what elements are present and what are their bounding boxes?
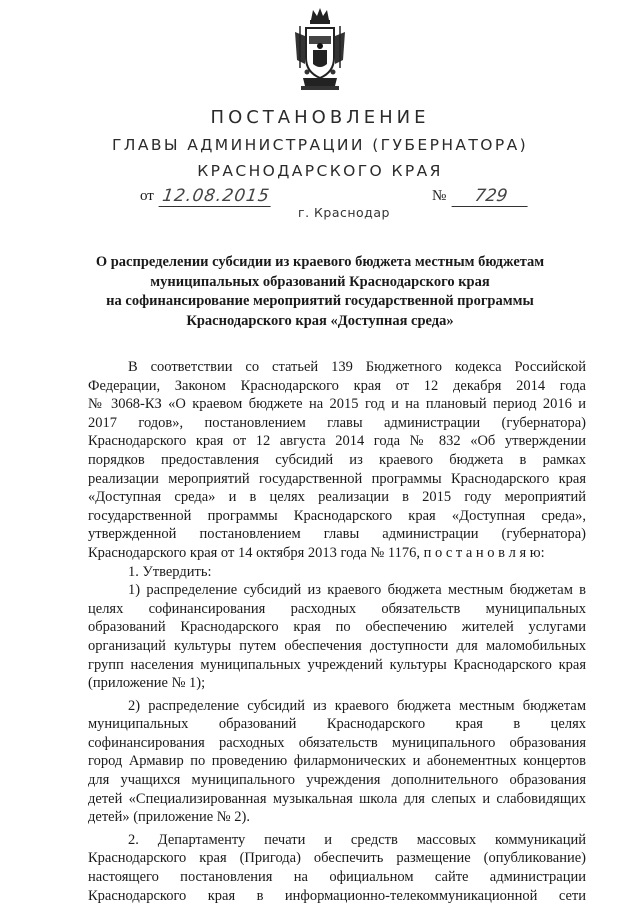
item-1-2-line: детей» (приложение № 2).	[88, 809, 250, 826]
item-1-2-line: детей «Специализированная музыкальная школа для слепых и слабовидящих	[88, 790, 586, 807]
item-1-1-line: групп населения муниципальных учреждений культуры Краснодарского края	[88, 656, 586, 673]
document-heading	[90, 253, 550, 331]
item-1-2-line: 2) распределение субсидий из краевого бюджета местным бюджетам	[128, 697, 586, 714]
item-1-1-line: (приложение № 1);	[88, 675, 206, 692]
coat-of-arms-emblem	[291, 6, 349, 92]
heading-line: Краснодарского края «Доступная среда»	[186, 312, 454, 329]
body-line: государственной программы Краснодарского края «Доступная среда»,	[88, 507, 586, 524]
body-line: Краснодарского края от 14 октября 2013 года № 1176, п о с т а н о в л я ю:	[88, 544, 545, 561]
body-line: утвержденной постановлением главы администрации (губернатора)	[88, 526, 586, 543]
heading-line: О распределении субсидии из краевого бюджета местным бюджетам	[95, 254, 545, 270]
body-line: В соответствии со статьей 139 Бюджетного кодекса Российской	[128, 359, 586, 375]
body-line: Федерации, Законом Краснодарского края от 12 декабря 2014 года	[88, 377, 586, 394]
heading-line: на софинансирование мероприятий государственной программы	[106, 293, 534, 309]
item-1-2-line: для учащихся муниципального учреждения дополнительного образования	[88, 772, 586, 789]
heading-line: муниципальных образований Краснодарского края	[150, 273, 490, 290]
item-2-line: 2. Департаменту печати и средств массовых коммуникаций	[128, 831, 586, 848]
item-1-1-line: образований Краснодарского края по обеспечению жителей услугами	[88, 619, 586, 636]
body-line: «Доступная среда» и в целях реализации в 2015 году мероприятий	[88, 489, 586, 506]
date-value: 12.08.2015	[159, 186, 274, 207]
number-value: 729	[452, 186, 531, 207]
body-line: Краснодарского края от 12 августа 2014 года № 832 «Об утверждении	[88, 433, 586, 450]
item-2-line: Краснодарского края (Пригода) обеспечить размещение (опубликование)	[88, 850, 586, 867]
item-1-2-line: город Армавир по проведению филармонических и абонементных концертов	[88, 753, 586, 770]
body-line: порядков предоставления субсидий из краевого бюджета в рамках	[88, 451, 586, 468]
item-2-line: Краснодарского края в информационно-телекоммуникационной сети	[88, 887, 586, 904]
item-2-line: настоящего постановления на официальном сайте администрации	[88, 869, 586, 886]
number-label: №	[432, 188, 447, 204]
body-line: 2017 годов», постановлением главы администрации (губернатора)	[88, 414, 586, 431]
item-1-1-line: организаций культуры путем обеспечения доступности для маломобильных	[88, 637, 586, 654]
body-line: № 3068-КЗ «О краевом бюджете на 2015 год и на плановый период 2016 и	[88, 396, 586, 413]
issuer-line-2: КРАСНОДАРСКОГО КРАЯ	[197, 162, 443, 180]
document-type-title: ПОСТАНОВЛЕНИЕ	[210, 107, 430, 128]
item-1-2-line: муниципальных образований Краснодарского края в целях	[88, 716, 586, 733]
item-1-1-line: целях софинансирования расходных обязательств муниципальных	[88, 600, 586, 617]
document-body	[88, 358, 586, 905]
city-label: г. Краснодар	[298, 205, 390, 220]
date-label: от	[140, 188, 154, 204]
item-1-line: 1. Утвердить:	[128, 563, 212, 580]
item-1-2-line: софинансирования расходных обязательств муниципального образования	[88, 734, 586, 751]
body-line: реализации мероприятий государственной программы Краснодарского края	[88, 470, 586, 487]
issuer-line-1: ГЛАВЫ АДМИНИСТРАЦИИ (ГУБЕРНАТОРА)	[111, 136, 529, 154]
item-1-1-line: 1) распределение субсидий из краевого бюджета местным бюджетам в	[128, 582, 586, 599]
